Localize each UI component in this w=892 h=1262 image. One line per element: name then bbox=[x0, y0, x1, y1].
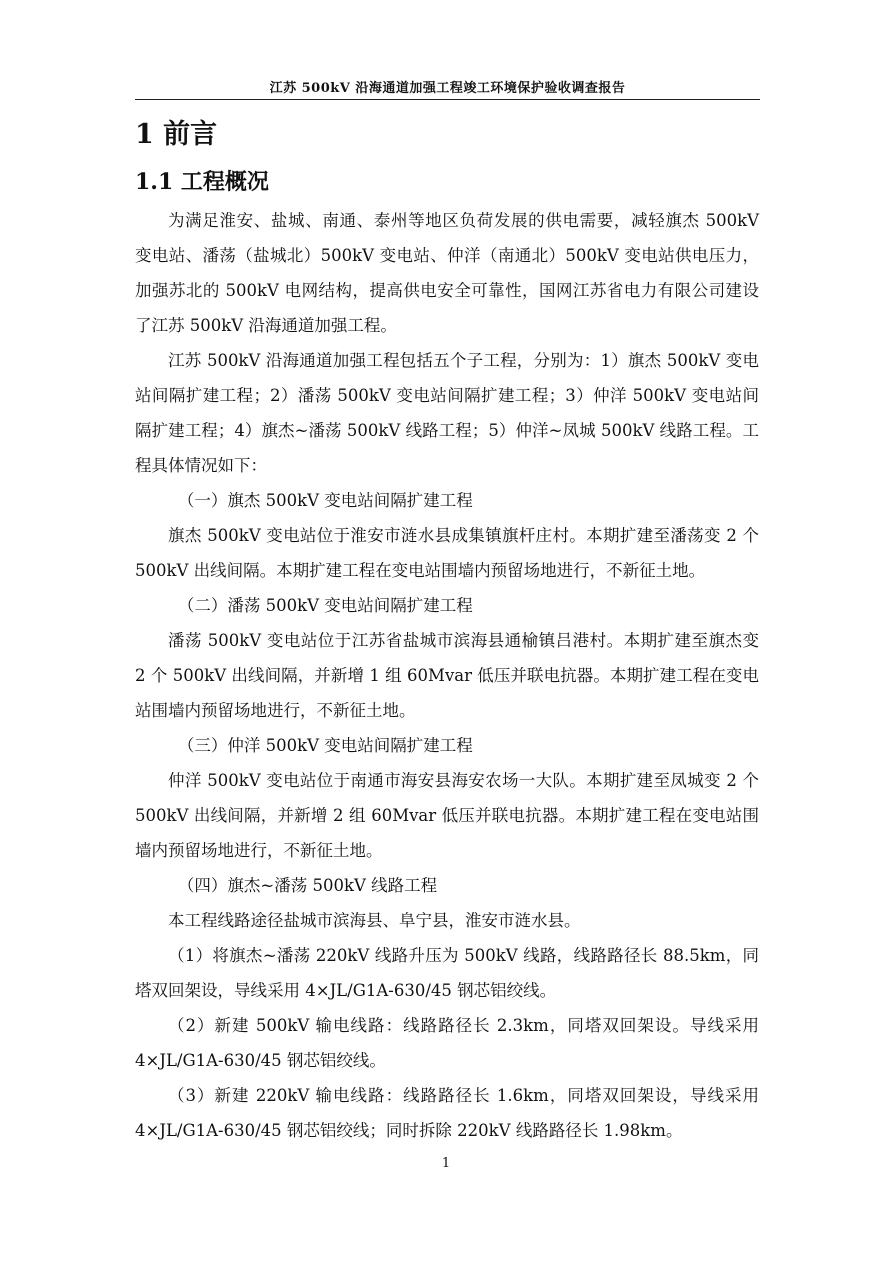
paragraph-line-route: 本工程线路途径盐城市滨海县、阜宁县，淮安市涟水县。 bbox=[168, 911, 581, 930]
paragraph-line-3: （3）新建 220kV 输电线路：线路路径长 1.6km，同塔双回架设，导线采用 4×JL/G1A-630/45 钢芯铝绞线；同时拆除 220kV 线路路径长 1.98km。 bbox=[135, 1086, 759, 1140]
item-heading-zhongyang: （三）仲洋 500kV 变电站间隔扩建工程 bbox=[177, 736, 473, 755]
section-heading: 1 前言 bbox=[135, 119, 218, 150]
running-header: 江苏 500kV 沿海通道加强工程竣工环境保护验收调查报告 bbox=[269, 81, 626, 96]
page-number: 1 bbox=[441, 1156, 451, 1171]
paragraph-zhongyang: 仲洋 500kV 变电站位于南通市海安县海安农场一大队。本期扩建至凤城变 2 个 500kV 出线间隔，并新增 2 组 60Mvar 低压并联电抗器。本期扩建工程在变电站围墙内预留场地进行，不新征土地。 bbox=[135, 771, 759, 860]
body-text bbox=[135, 203, 759, 1148]
item-heading-pandang: （二）潘荡 500kV 变电站间隔扩建工程 bbox=[177, 596, 473, 615]
item-heading-line: （四）旗杰~潘荡 500kV 线路工程 bbox=[177, 876, 438, 895]
item-heading-qijie: （一）旗杰 500kV 变电站间隔扩建工程 bbox=[177, 491, 473, 510]
paragraph-intro: 为满足淮安、盐城、南通、泰州等地区负荷发展的供电需要，减轻旗杰 500kV 变电站、潘荡（盐城北）500kV 变电站、仲洋（南通北）500kV 变电站供电压力，加强苏北的 500kV 电网结构，提高供电安全可靠性，国网江苏省电力有限公司建设了江苏 500kV 沿海通道加强工程。 bbox=[135, 211, 759, 335]
paragraph-pandang: 潘荡 500kV 变电站位于江苏省盐城市滨海县通榆镇吕港村。本期扩建至旗杰变 2 个 500kV 出线间隔，并新增 1 组 60Mvar 低压并联电抗器。本期扩建工程在变电站围墙内预留场地进行，不新征土地。 bbox=[135, 631, 759, 720]
paragraph-qijie: 旗杰 500kV 变电站位于淮安市涟水县成集镇旗杆庄村。本期扩建至潘荡变 2 个 500kV 出线间隔。本期扩建工程在变电站围墙内预留场地进行，不新征土地。 bbox=[135, 526, 759, 580]
subsection-heading: 1.1 工程概况 bbox=[135, 169, 269, 195]
paragraph-line-1: （1）将旗杰~潘荡 220kV 线路升压为 500kV 线路，线路路径长 88.5km，同塔双回架设，导线采用 4×JL/G1A-630/45 钢芯铝绞线。 bbox=[135, 946, 759, 1000]
header-divider bbox=[135, 99, 760, 100]
paragraph-scope: 江苏 500kV 沿海通道加强工程包括五个子工程，分别为：1）旗杰 500kV 变电站间隔扩建工程；2）潘荡 500kV 变电站间隔扩建工程；3）仲洋 500kV 变电站间隔扩建工程；4）旗杰~潘荡 500kV 线路工程；5）仲洋~凤城 500kV 线路工程。工程具体情况如下： bbox=[135, 351, 759, 475]
paragraph-line-2: （2）新建 500kV 输电线路：线路路径长 2.3km，同塔双回架设。导线采用 4×JL/G1A-630/45 钢芯铝绞线。 bbox=[135, 1016, 759, 1070]
